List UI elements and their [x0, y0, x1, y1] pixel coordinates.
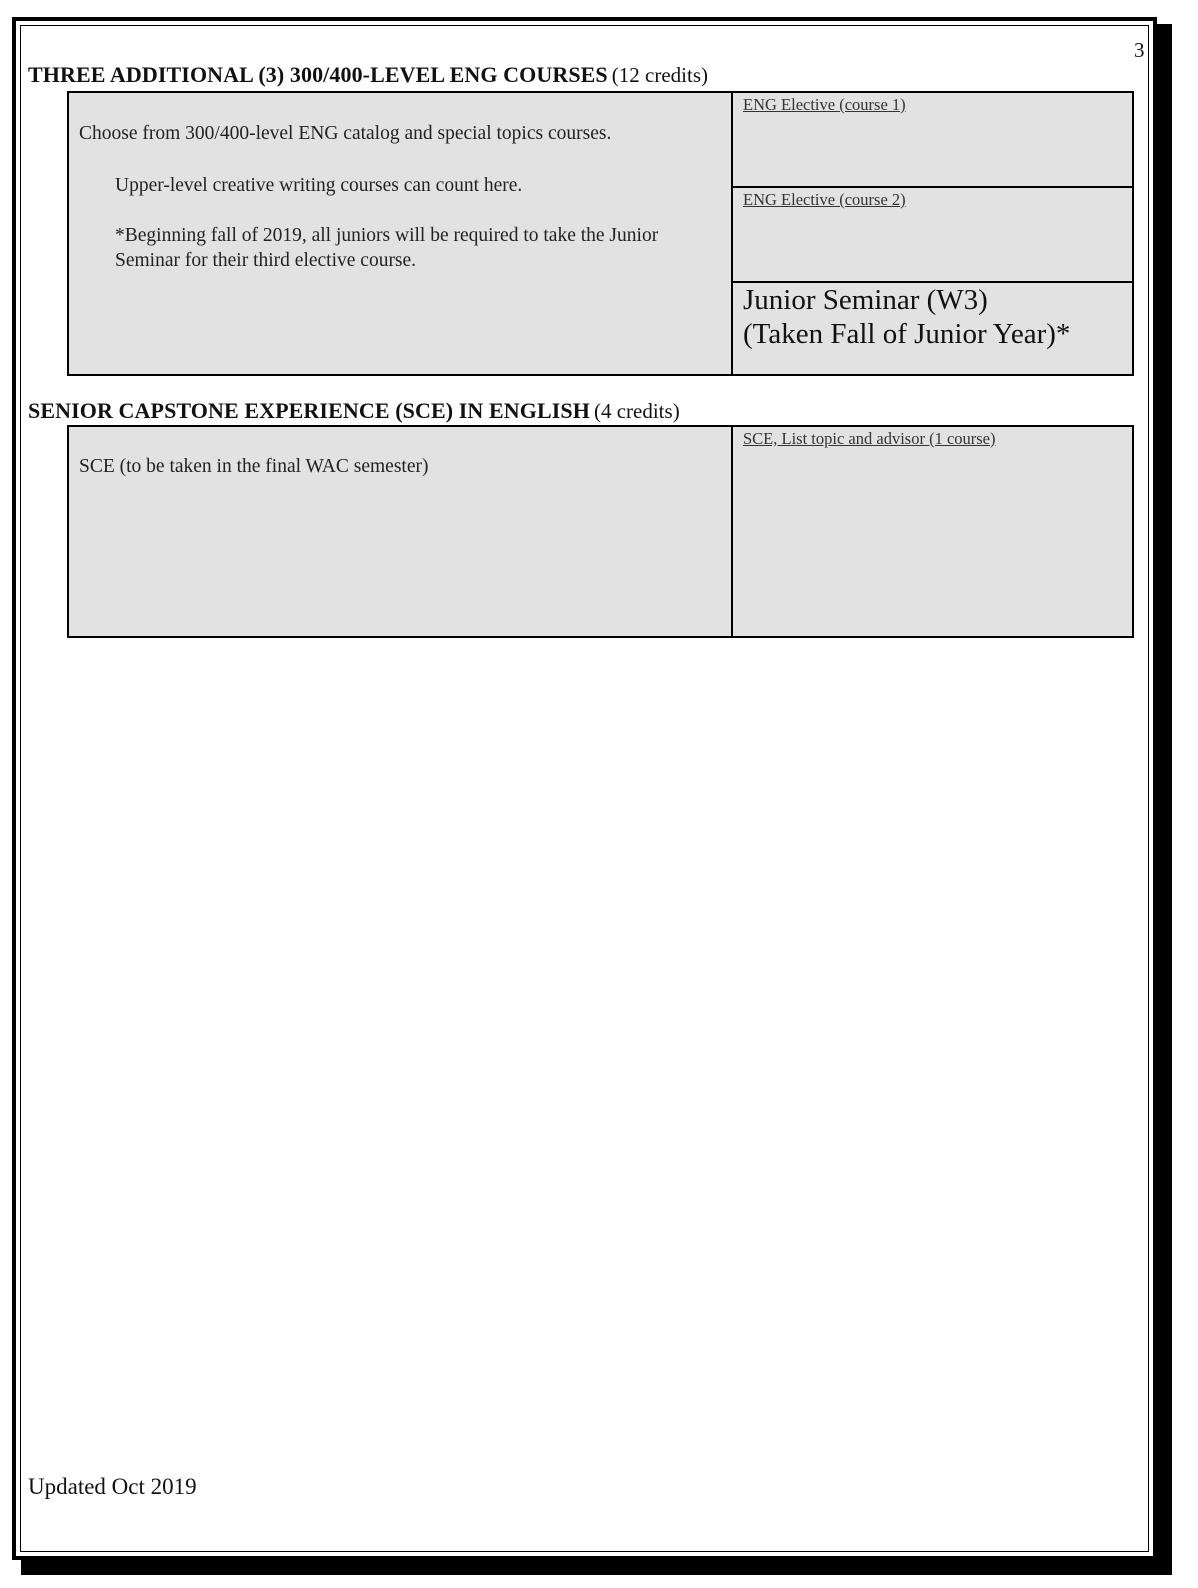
column-divider — [731, 93, 733, 374]
updated-date: Updated Oct 2019 — [28, 1474, 197, 1499]
junior-seminar-field[interactable] — [743, 283, 1070, 351]
section-heading-electives — [28, 62, 708, 88]
electives-box — [67, 91, 1134, 376]
electives-instructions: Choose from 300/400-level ENG catalog and special topics courses. — [79, 123, 612, 144]
junior-seminar-note: *Beginning fall of 2019, all juniors will be required to take the Junior — [115, 225, 659, 246]
section-title: SENIOR CAPSTONE EXPERIENCE (SCE) IN ENGLISH — [28, 398, 590, 423]
section-credits: (4 credits) — [593, 399, 680, 423]
capstone-instructions: SCE (to be taken in the final WAC semester) — [79, 456, 429, 477]
column-divider — [731, 427, 733, 636]
section-title: THREE ADDITIONAL (3) 300/400-LEVEL ENG COURSES — [28, 62, 608, 87]
junior-seminar-timing: (Taken Fall of Junior Year)* — [743, 318, 1071, 350]
page-number: 3 — [1134, 38, 1145, 62]
section-heading-capstone — [28, 398, 680, 424]
sce-topic-advisor-field[interactable]: SCE, List topic and advisor (1 course) — [743, 429, 996, 448]
section-credits: (12 credits) — [611, 63, 708, 87]
creative-writing-note: Upper-level creative writing courses can count here. — [115, 175, 523, 196]
eng-elective-2-field[interactable]: ENG Elective (course 2) — [743, 190, 906, 209]
capstone-box — [67, 425, 1134, 638]
row-divider — [731, 186, 1132, 188]
junior-seminar-note-cont: Seminar for their third elective course. — [115, 250, 417, 271]
eng-elective-1-field[interactable]: ENG Elective (course 1) — [743, 95, 906, 114]
junior-seminar-label: Junior Seminar (W3) — [743, 284, 988, 316]
